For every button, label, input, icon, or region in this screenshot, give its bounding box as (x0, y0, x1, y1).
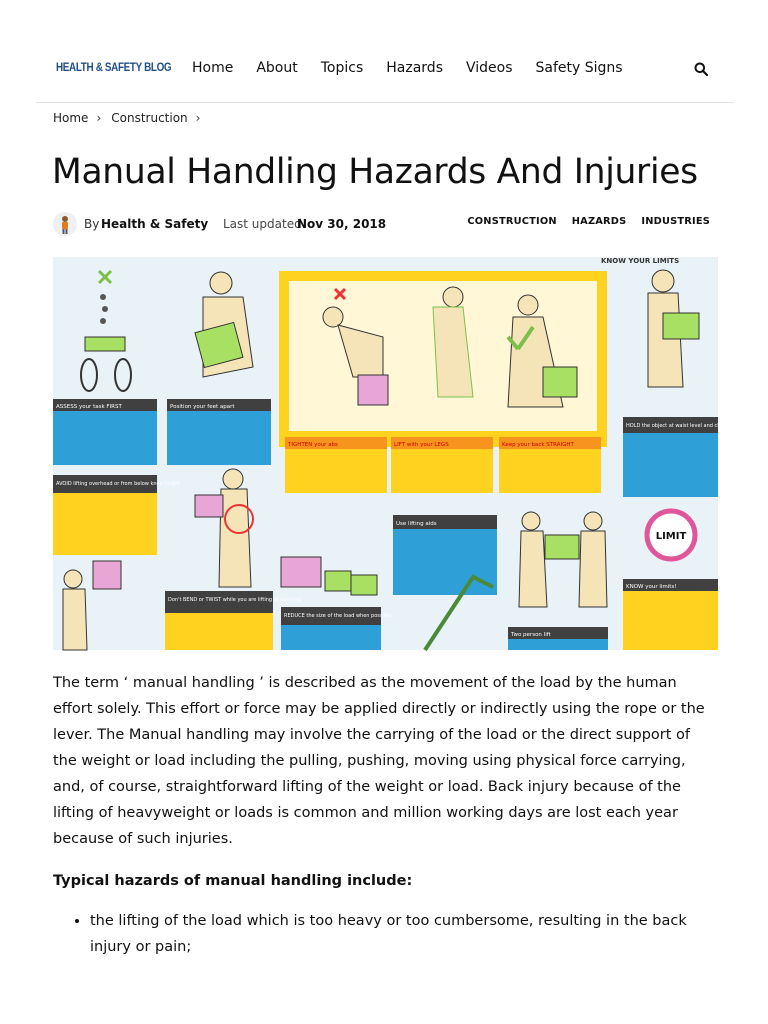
category-construction[interactable]: CONSTRUCTION (467, 216, 557, 227)
chevron-right-icon: › (195, 111, 201, 125)
updated-date: Nov 30, 2018 (297, 217, 387, 231)
limit-sign-text: LIMIT (655, 531, 687, 542)
svg-text:KNOW your limits!: KNOW your limits! (626, 584, 677, 590)
post-meta (53, 212, 718, 238)
by-label: By (84, 217, 100, 231)
nav-safety-signs[interactable]: Safety Signs (535, 60, 623, 76)
nav-about[interactable]: About (256, 60, 298, 76)
nav-hazards[interactable]: Hazards (386, 60, 443, 76)
svg-text:REDUCE the size of the load wh: REDUCE the size of the load when possible (284, 613, 392, 619)
manual-handling-infographic (53, 257, 758, 650)
hazards-subheading: Typical hazards of manual handling include: (53, 873, 413, 889)
updated-label: Last updated (223, 217, 302, 231)
breadcrumb-construction[interactable]: Construction (111, 111, 188, 125)
svg-text:AVOID lifting overhead or from: AVOID lifting overhead or from below knee height (56, 481, 181, 487)
search-icon[interactable] (694, 62, 708, 76)
nav-videos[interactable]: Videos (466, 60, 513, 76)
nav-home[interactable]: Home (192, 60, 234, 76)
site-logo[interactable]: HEALTH & SAFETY BLOG (56, 62, 172, 74)
infographic-header: KNOW YOUR LIMITS (601, 257, 680, 265)
svg-text:HOLD the object at waist level: HOLD the object at waist level and close to the body (626, 423, 758, 429)
nav-topics[interactable]: Topics (320, 60, 364, 76)
svg-text:Use lifting aids: Use lifting aids (396, 521, 437, 527)
svg-text:ASSESS your task FIRST: ASSESS your task FIRST (56, 404, 122, 410)
author-link[interactable]: Health & Safety (101, 217, 209, 231)
site-header (36, 40, 734, 103)
intro-paragraph: The term ‘ manual handling ’ is described as the movement of the load by the human effort solely. This effort or force may be applied directly or indirectly using the rope or the lever. The Manual handling may involve the carrying of the load or the direct support of the weight or load including the pulling, pushing, moving using physical force carrying, and, of course, straightforward lifting of the weight or load. Back injury because of the lifting of heavyweight or loads is common and million working days are lost each year because of such injuries. (53, 675, 705, 847)
svg-text:Two person lift: Two person lift (511, 632, 551, 638)
author-avatar[interactable] (53, 212, 77, 236)
category-hazards[interactable]: HAZARDS (571, 216, 627, 227)
svg-text:Keep your back STRAIGHT: Keep your back STRAIGHT (502, 442, 574, 448)
list-item: • the lifting of the load which is too heavy or too cumbersome, resulting in the back injury or pain; (90, 908, 718, 960)
chevron-right-icon: › (96, 111, 102, 125)
article-body (53, 670, 718, 960)
category-links (467, 216, 710, 227)
svg-text:LIFT with your LEGS: LIFT with your LEGS (394, 442, 449, 448)
main-nav (192, 60, 646, 76)
breadcrumb-home[interactable]: Home (53, 111, 89, 125)
svg-text:TIGHTEN your abs: TIGHTEN your abs (288, 442, 338, 448)
category-industries[interactable]: INDUSTRIES (641, 216, 710, 227)
breadcrumb (53, 111, 210, 125)
svg-text:Don't BEND or TWIST while you: Don't BEND or TWIST while you are lifting or carrying (168, 597, 301, 603)
page-title: Manual Handling Hazards And Injuries (52, 152, 698, 192)
hazards-list (53, 908, 718, 960)
svg-text:Position your feet apart: Position your feet apart (170, 404, 235, 410)
